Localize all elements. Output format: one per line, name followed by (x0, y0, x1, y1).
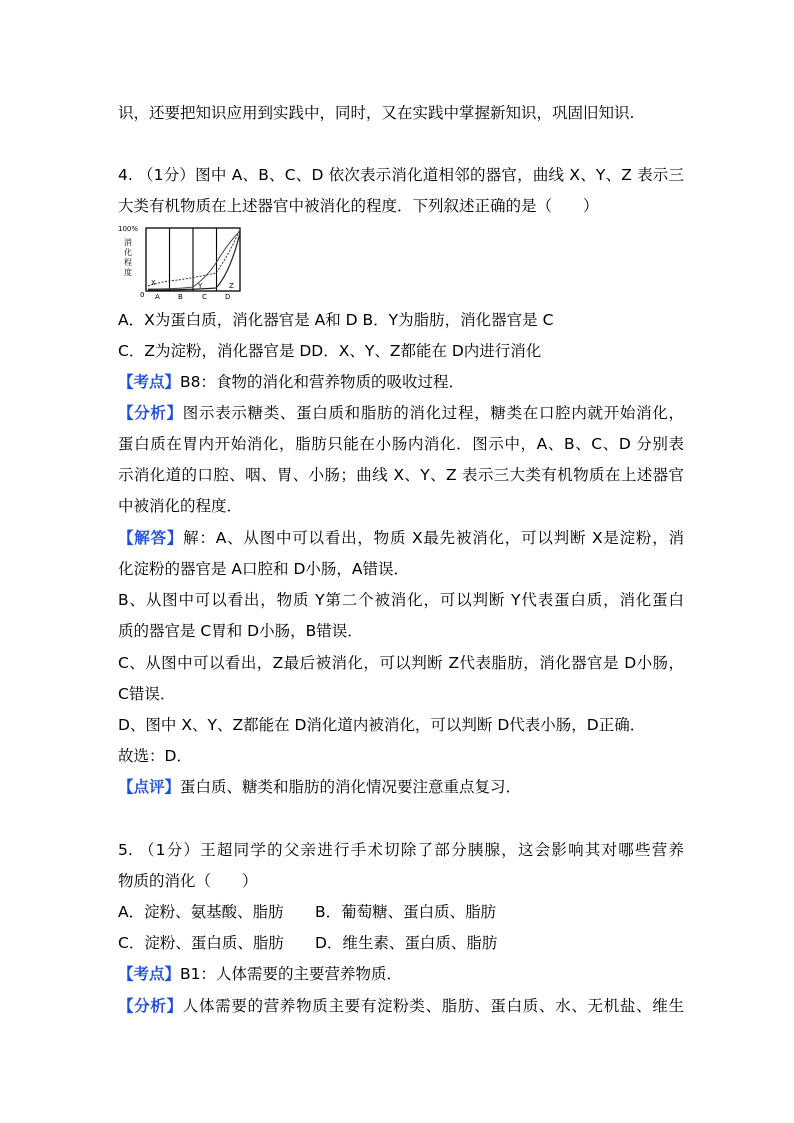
curve-label-z: Z (229, 282, 234, 290)
q4-jieda-line7: D、图中 X、Y、Z都能在 D消化道内被消化，可以判断 D代表小肠，D正确． (118, 716, 646, 734)
jieda-text-1: 解：A、从图中可以看出，物质 X最先被消化，可以判断 X是淀粉，消 (183, 529, 684, 547)
q5-fenxi-line1 (118, 996, 684, 1016)
q5-fenxi-tag: 【分析】 (118, 997, 183, 1015)
q5-option-b: B．葡萄糖、蛋白质、脂肪 (315, 903, 497, 921)
q5-stem-line2: 物质的消化（ ） (118, 872, 258, 890)
q5-kaodian-text: B1：人体需要的主要营养物质． (180, 965, 403, 983)
x-label-b: B (178, 293, 183, 301)
curve-label-y: Y (198, 282, 203, 290)
q4-jieda-line1 (118, 528, 684, 548)
fenxi-text-1: 图示表示糖类、蛋白质和脂肪的消化过程，糖类在口腔内就开始消化， (182, 404, 684, 422)
q5-options-row1 (118, 902, 684, 922)
curve-label-x: X (151, 279, 156, 287)
q5-fenxi-text-1: 人体需要的营养物质主要有淀粉类、脂肪、蛋白质、水、无机盐、维生 (182, 997, 684, 1015)
q5-options-row2 (118, 933, 684, 953)
y-axis-char-3: 程 (124, 258, 132, 267)
dianping-tag: 【点评】 (118, 778, 181, 796)
kaodian-tag: 【考点】 (118, 373, 181, 391)
digestion-chart-svg (118, 223, 246, 301)
q4-fenxi-line3: 示消化道的口腔、咽、胃、小肠；曲线 X、Y、Z 表示三大类有机物质在上述器官 (118, 466, 684, 484)
q4-jieda-line8: 故选：D． (118, 747, 192, 765)
y-top-label: 100% (118, 225, 139, 233)
curve-y (148, 231, 240, 289)
y-zero-label: 0 (140, 291, 145, 299)
q4-jieda-line3: B、从图中可以看出，物质 Y第二个被消化，可以判断 Y代表蛋白质，消化蛋白 (118, 591, 684, 609)
y-axis-char-4: 度 (124, 268, 132, 277)
jieda-tag: 【解答】 (118, 529, 184, 547)
q5-option-a: A．淀粉、氨基酸、脂肪 (118, 903, 284, 921)
fenxi-tag: 【分析】 (118, 404, 183, 422)
x-label-a: A (155, 293, 160, 301)
q4-fenxi-line2: 蛋白质在胃内开始消化，脂肪只能在小肠内消化．图示中，A、B、C、D 分别表 (118, 435, 684, 453)
q4-jieda-line4: 质的器官是 C胃和 D小肠，B错误． (118, 622, 363, 640)
q4-options-line2: C．Z为淀粉，消化器官是 DD．X、Y、Z都能在 D内进行消化 (118, 342, 542, 360)
q5-option-d: D．维生素、蛋白质、脂肪 (315, 934, 498, 952)
intro-text: 识，还要把知识应用到实践中，同时，又在实践中掌握新知识，巩固旧知识. (118, 104, 635, 122)
dianping-text: 蛋白质、糖类和脂肪的消化情况要注意重点复习． (180, 778, 522, 796)
q4-jieda-line2: 化淀粉的器官是 A口腔和 D小肠，A错误． (118, 560, 409, 578)
x-label-d: D (225, 293, 231, 301)
q5-kaodian-tag: 【考点】 (118, 965, 181, 983)
q4-jieda-line6: C错误． (118, 685, 176, 703)
q5-option-c: C．淀粉、蛋白质、脂肪 (118, 934, 284, 952)
curve-z (148, 233, 240, 290)
y-axis-char-1: 消 (124, 238, 132, 247)
q4-kaodian (118, 372, 684, 392)
q4-fenxi-line1 (118, 403, 684, 423)
kaodian-text: B8：食物的消化和营养物质的吸收过程． (180, 373, 465, 391)
q5-kaodian (118, 964, 684, 984)
digestion-curve-figure (118, 223, 246, 301)
q4-options-line1: A．X为蛋白质，消化器官是 A和 D B．Y为脂肪，消化器官是 C (118, 311, 554, 329)
q4-stem-line2: 大类有机物质在上述器官中被消化的程度．下列叙述正确的是（ ） (118, 197, 599, 215)
q5-stem-line1: 5. （1分）王超同学的父亲进行手术切除了部分胰腺，这会影响其对哪些营养 (118, 841, 684, 859)
curve-x (148, 229, 240, 286)
q4-jieda-line5: C、从图中可以看出，Z最后被消化，可以判断 Z代表脂肪，消化器官是 D小肠， (118, 654, 684, 672)
q4-dianping (118, 777, 684, 797)
y-axis-char-2: 化 (124, 248, 132, 257)
x-label-c: C (202, 293, 207, 301)
q4-fenxi-line4: 中被消化的程度． (118, 497, 243, 515)
q4-stem-line1: 4. （1分）图中 A、B、C、D 依次表示消化道相邻的器官，曲线 X、Y、Z 表示三 (118, 166, 684, 184)
